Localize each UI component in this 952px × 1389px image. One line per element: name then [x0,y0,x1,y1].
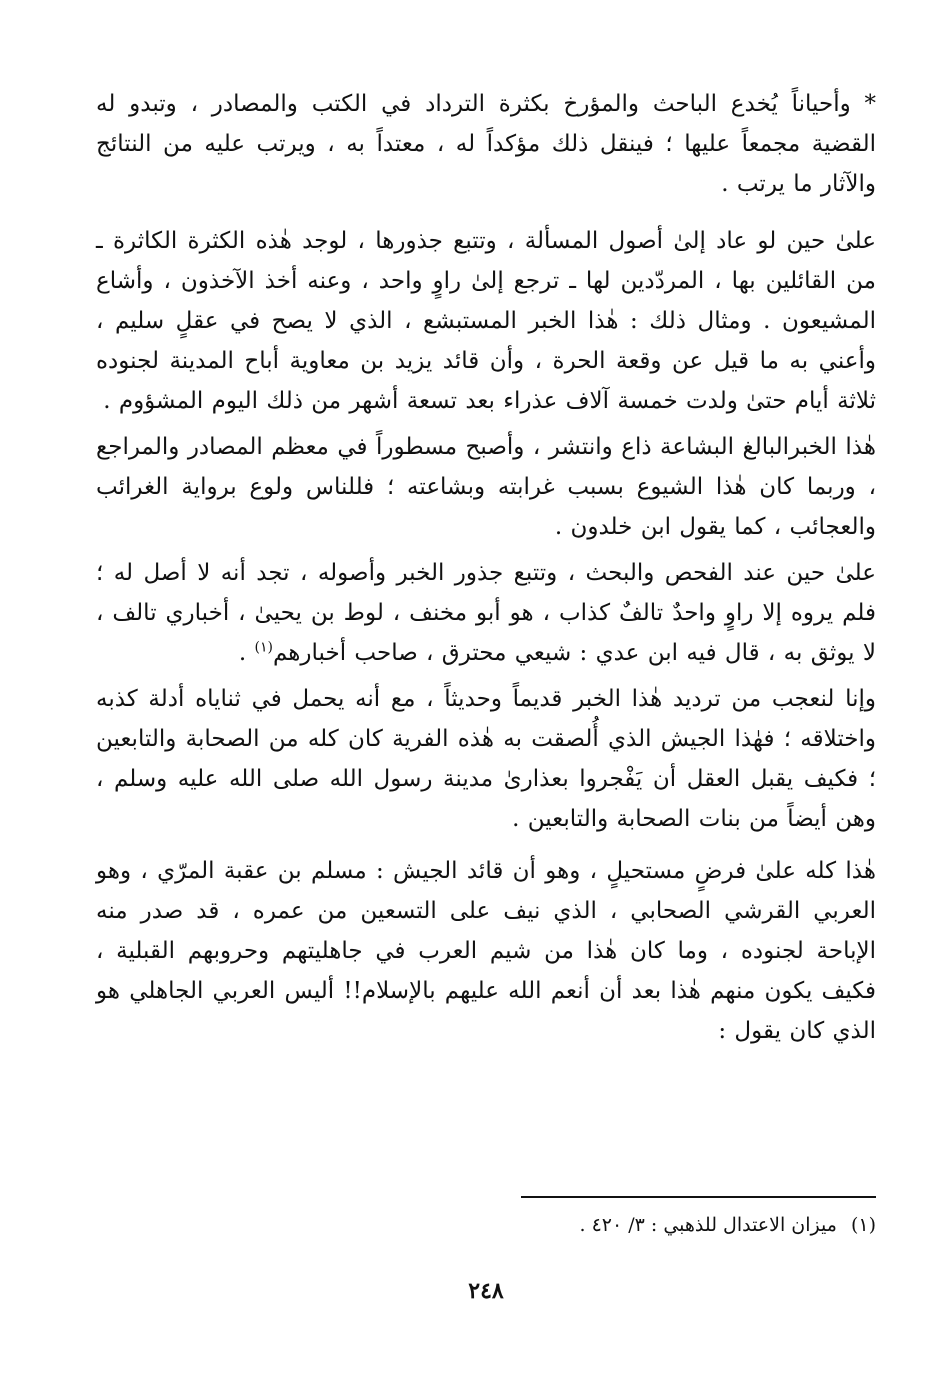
page [96,84,876,1374]
paragraph: هٰذا كله علىٰ فرضٍ مستحيلٍ ، وهو أن قائد الجيش : مسلم بن عقبة المرّي ، وهو العربي القرشي الصحابي ، الذي نيف على التسعين من عمره ، قد صدر منه الإباحة لجنوده ، وما كان هٰذا من شيم العرب في جاهليتهم وحروبهم القبلية ، فكيف يكون منهم هٰذا بعد أن أنعم الله عليهم بالإسلام!! أليس العربي الجاهلي هو الذي كان يقول : [96,858,876,1044]
paragraph: هٰذا الخبرالبالغ البشاعة ذاع وانتشر ، وأصبح مسطوراً في معظم المصادر والمراجع ، وربما كان هٰذا الشيوع بسبب غرابته وبشاعته ؛ فللناس ولوع برواية الغرائب والعجائب ، كما يقول ابن خلدون . [96,434,876,540]
footnote [96,1210,876,1240]
footnote-text: ميزان الاعتدال للذهبي : ٣/ ٤٢٠ . [579,1214,837,1236]
footnote-divider [521,1196,876,1198]
paragraph [96,553,876,673]
paragraph: * وأحياناً يُخدع الباحث والمؤرخ بكثرة الترداد في الكتب والمصادر ، وتبدو له القضية مجمعاً عليها ؛ فينقل ذلك مؤكداً له ، معتداً به ، ويرتب عليه من النتائج والآثار ما يرتب . [96,91,876,197]
paragraph-text: علىٰ حين عند الفحص والبحث ، وتتبع جذور الخبر وأصوله ، تجد أنه لا أصل له ؛ فلم يروه إلا راوٍ واحدٌ تالفٌ كذاب ، هو أبو مخنف ، لوط بن يحيىٰ ، أخباري تالف ، لا يوثق به ، قال فيه ابن عدي : شيعي محترق ، صاحب أخبارهم [96,560,876,666]
paragraph-tail: . [238,640,255,666]
footnote-number: (١) [850,1214,876,1236]
page-number: ٢٤٨ [468,1278,504,1304]
paragraph: وإنا لنعجب من ترديد هٰذا الخبر قديماً وحديثاً ، مع أنه يحمل في ثناياه أدلة كذبه واختلاقه ؛ فهٰذا الجيش الذي أُلصقت به هٰذه الفرية كان كله من الصحابة والتابعين ؛ فكيف يقبل العقل أن يَفْجروا بعذارىٰ مدينة رسول الله صلى الله عليه وسلم ، وهن أيضاً من بنات الصحابة والتابعين . [96,686,876,832]
paragraph: علىٰ حين لو عاد إلىٰ أصول المسألة ، وتتبع جذورها ، لوجد هٰذه الكثرة الكاثرة ـ من القائلين بها ، المردّدين لها ـ ترجع إلىٰ راوٍ واحد ، وعنه أخذ الآخذون ، وأشاع المشيعون . ومثال ذلك : هٰذا الخبر المستبشع ، الذي لا يصح في عقلٍ سليم ، وأعني به ما قيل عن وقعة الحرة ، وأن قائد يزيد بن معاوية أباح المدينة لجنوده ثلاثة أيام حتىٰ ولدت خمسة آلاف عذراء بعد تسعة أشهر من ذلك اليوم المشؤوم . [96,228,876,414]
footnote-reference[interactable]: (١) [254,639,273,656]
